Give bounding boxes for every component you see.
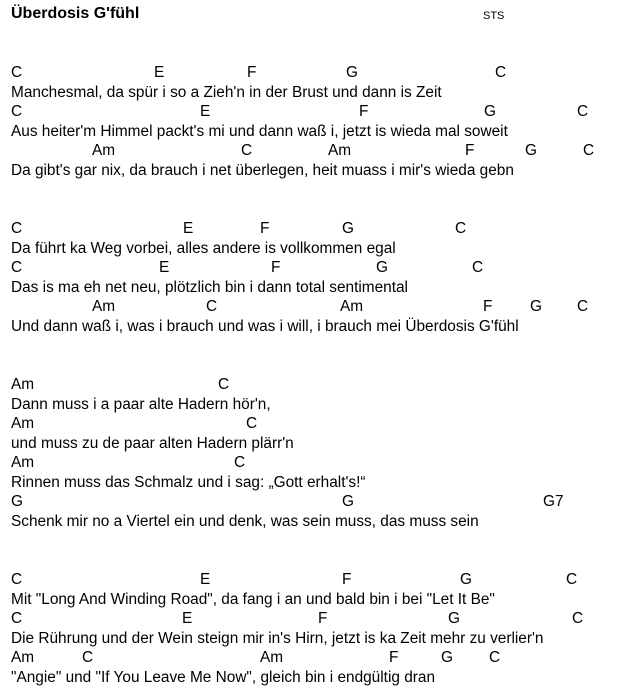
chord-line [0, 64, 624, 82]
chord: Am [11, 376, 35, 393]
chord-line [0, 493, 624, 511]
chord: C [11, 220, 23, 237]
chord: C [241, 142, 253, 159]
chord: Am [92, 142, 116, 159]
chord: C [246, 415, 258, 432]
chord: F [271, 259, 281, 276]
chord: Am [11, 649, 35, 666]
chord: G [525, 142, 537, 159]
chord: G [342, 220, 354, 237]
chord: C [583, 142, 595, 159]
chord: G [346, 64, 358, 81]
chord: F [342, 571, 352, 588]
lyric-line: Mit "Long And Winding Road", da fang i an und bald bin i bei "Let It Be" [11, 591, 495, 608]
chord-line [0, 571, 624, 589]
chord-line [0, 142, 624, 160]
chord-line [0, 415, 624, 433]
chord: F [260, 220, 270, 237]
chord: C [206, 298, 218, 315]
lyric-line: Manchesmal, da spür i so a Zieh'n in der Brust und dann is Zeit [11, 84, 442, 101]
chord: G [484, 103, 496, 120]
chord-line [0, 220, 624, 238]
chord: G [11, 493, 23, 510]
chord-line [0, 103, 624, 121]
chord: G [441, 649, 453, 666]
chord: E [154, 64, 165, 81]
chord-line [0, 454, 624, 472]
chord: Am [11, 454, 35, 471]
chord: F [483, 298, 493, 315]
chord: C [577, 298, 589, 315]
chord: E [182, 610, 193, 627]
chord: C [495, 64, 507, 81]
lyric-line: Dann muss i a paar alte Hadern hör'n, [11, 396, 271, 413]
chord: Am [260, 649, 284, 666]
chord: G [530, 298, 542, 315]
lyric-line: "Angie" und "If You Leave Me Now", gleich bin i endgültig dran [11, 669, 436, 686]
chord-line [0, 649, 624, 667]
lyric-line: Da gibt's gar nix, da brauch i net überlegen, heit muass i mir's wieda gebn [11, 162, 514, 179]
lyric-line: Da führt ka Weg vorbei, alles andere is vollkommen egal [11, 240, 396, 257]
chord: C [572, 610, 584, 627]
chord: G7 [543, 493, 564, 510]
lyric-line: und muss zu de paar alten Hadern plärr'n [11, 435, 294, 452]
chord: Am [328, 142, 352, 159]
chord: F [247, 64, 257, 81]
chord: E [200, 571, 211, 588]
chord-line [0, 610, 624, 628]
lyric-line: Aus heiter'm Himmel packt's mi und dann waß i, jetzt is wieda mal soweit [11, 123, 508, 140]
chord: F [318, 610, 328, 627]
chord: C [577, 103, 589, 120]
chord: C [472, 259, 484, 276]
chord: C [11, 64, 23, 81]
chord: F [389, 649, 399, 666]
chord: E [159, 259, 170, 276]
artist-label: STS [483, 10, 505, 22]
chord: E [183, 220, 194, 237]
lyric-line: Rinnen muss das Schmalz und i sag: „Gott erhalt's!“ [11, 474, 366, 491]
chord: C [566, 571, 578, 588]
chord-line [0, 259, 624, 277]
chord: C [11, 103, 23, 120]
chord: Am [92, 298, 116, 315]
chord: Am [11, 415, 35, 432]
lyric-line: Und dann waß i, was i brauch und was i will, i brauch mei Überdosis G'fühl [11, 318, 519, 335]
chord: C [218, 376, 230, 393]
chord: C [489, 649, 501, 666]
chord-line [0, 298, 624, 316]
chord: E [200, 103, 211, 120]
lyric-line: Das is ma eh net neu, plötzlich bin i dann total sentimental [11, 279, 408, 296]
chord: F [465, 142, 475, 159]
chord: C [11, 259, 23, 276]
song-title: Überdosis G'fühl [11, 5, 140, 22]
chord: G [376, 259, 388, 276]
lyric-line: Die Rührung und der Wein steign mir in's Hirn, jetzt is ka Zeit mehr zu verlier'n [11, 630, 544, 647]
chord: C [234, 454, 246, 471]
chord: C [11, 610, 23, 627]
chord: Am [340, 298, 364, 315]
chord: C [82, 649, 94, 666]
chord: G [448, 610, 460, 627]
chord: C [11, 571, 23, 588]
lyric-line: Schenk mir no a Viertel ein und denk, was sein muss, das muss sein [11, 513, 479, 530]
chord-line [0, 376, 624, 394]
chord: G [342, 493, 354, 510]
chord: C [455, 220, 467, 237]
chord: F [359, 103, 369, 120]
chord: G [460, 571, 472, 588]
